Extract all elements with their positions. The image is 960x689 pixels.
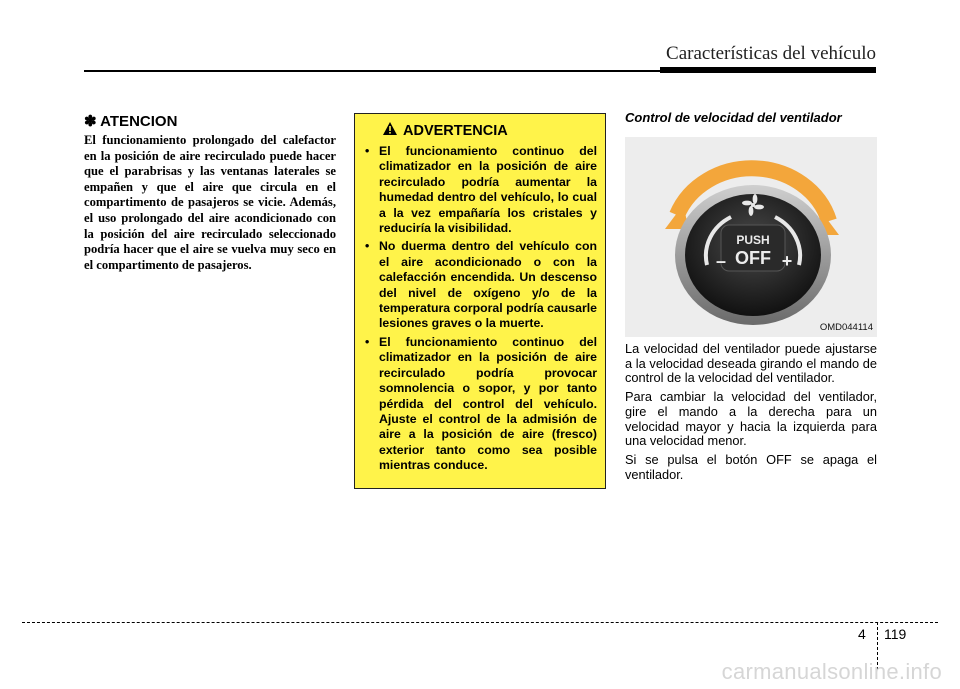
- warning-title: ADVERTENCIA: [403, 123, 508, 139]
- knob-minus-label: –: [715, 251, 727, 271]
- fan-knob-illustration: [625, 137, 877, 337]
- chapter-number: 4: [858, 626, 866, 642]
- fan-paragraph: Para cambiar la velocidad del ventilador, gire el mando a la derecha para un velocidad mayor y hacia la izquierda para una velocidad menor.: [625, 389, 877, 449]
- footer-rule: [22, 622, 938, 623]
- atencion-text: El funcionamiento prolongado del calefactor en la posición de aire recirculado puede hacer que el parabrisas y las ventanas laterales se empañen y que el aire que circula en el compartimento de pasajeros se vicie. Además, el uso prolongado del aire acondicionado con la posición del aire recirculado seleccionado podría hacer que el aire se vuelva muy seco en el compartimento de pasajeros.: [84, 133, 336, 272]
- header-title: Características del vehículo: [666, 43, 876, 64]
- warning-list: [365, 144, 597, 474]
- right-column: [625, 110, 877, 482]
- page-number: 119: [884, 626, 907, 642]
- fan-paragraph: La velocidad del ventilador puede ajustarse a la velocidad deseada girando el mando de control de la velocidad del ventilador.: [625, 341, 877, 386]
- fan-paragraph: Si se pulsa el botón OFF se apaga el ventilador.: [625, 451, 877, 482]
- watermark: carmanualsonline.info: [721, 659, 942, 684]
- section-title: Control de velocidad del ventilador: [625, 110, 842, 125]
- knob-off-label: OFF: [735, 248, 771, 268]
- knob-push-label: PUSH: [736, 233, 770, 247]
- warning-triangle-icon: [383, 122, 397, 140]
- warning-item: • No duerma dentro del vehículo con el aire acondicionado o con la calefacción encendida. Un descenso del nivel de oxígeno y/o de la temperatura corporal podría causarle lesiones graves o la muerte.: [365, 239, 597, 331]
- left-column: [84, 112, 336, 273]
- warning-item: • El funcionamiento continuo del climatizador en la posición de aire recirculado podría provocar somnolencia o sopor, y por tanto pérdida del control del vehículo. Ajuste el control de la admisión de aire a la posición de aire (fresco) exterior tanto como sea posible mientras conduce.: [365, 335, 597, 474]
- atencion-title: ✽ ATENCION: [84, 113, 178, 130]
- knob-plus-label: +: [781, 251, 793, 271]
- header-rule-accent: [660, 67, 876, 73]
- fan-knob-figure: [625, 137, 877, 337]
- warning-box: [354, 113, 606, 489]
- warning-item: • El funcionamiento continuo del climatizador en la posición de aire recirculado podría aumentar la humedad dentro del vehículo, lo cual a la vez empañaría los cristales y reduciría la visibilidad.: [365, 144, 597, 236]
- figure-id: OMD044114: [819, 322, 873, 333]
